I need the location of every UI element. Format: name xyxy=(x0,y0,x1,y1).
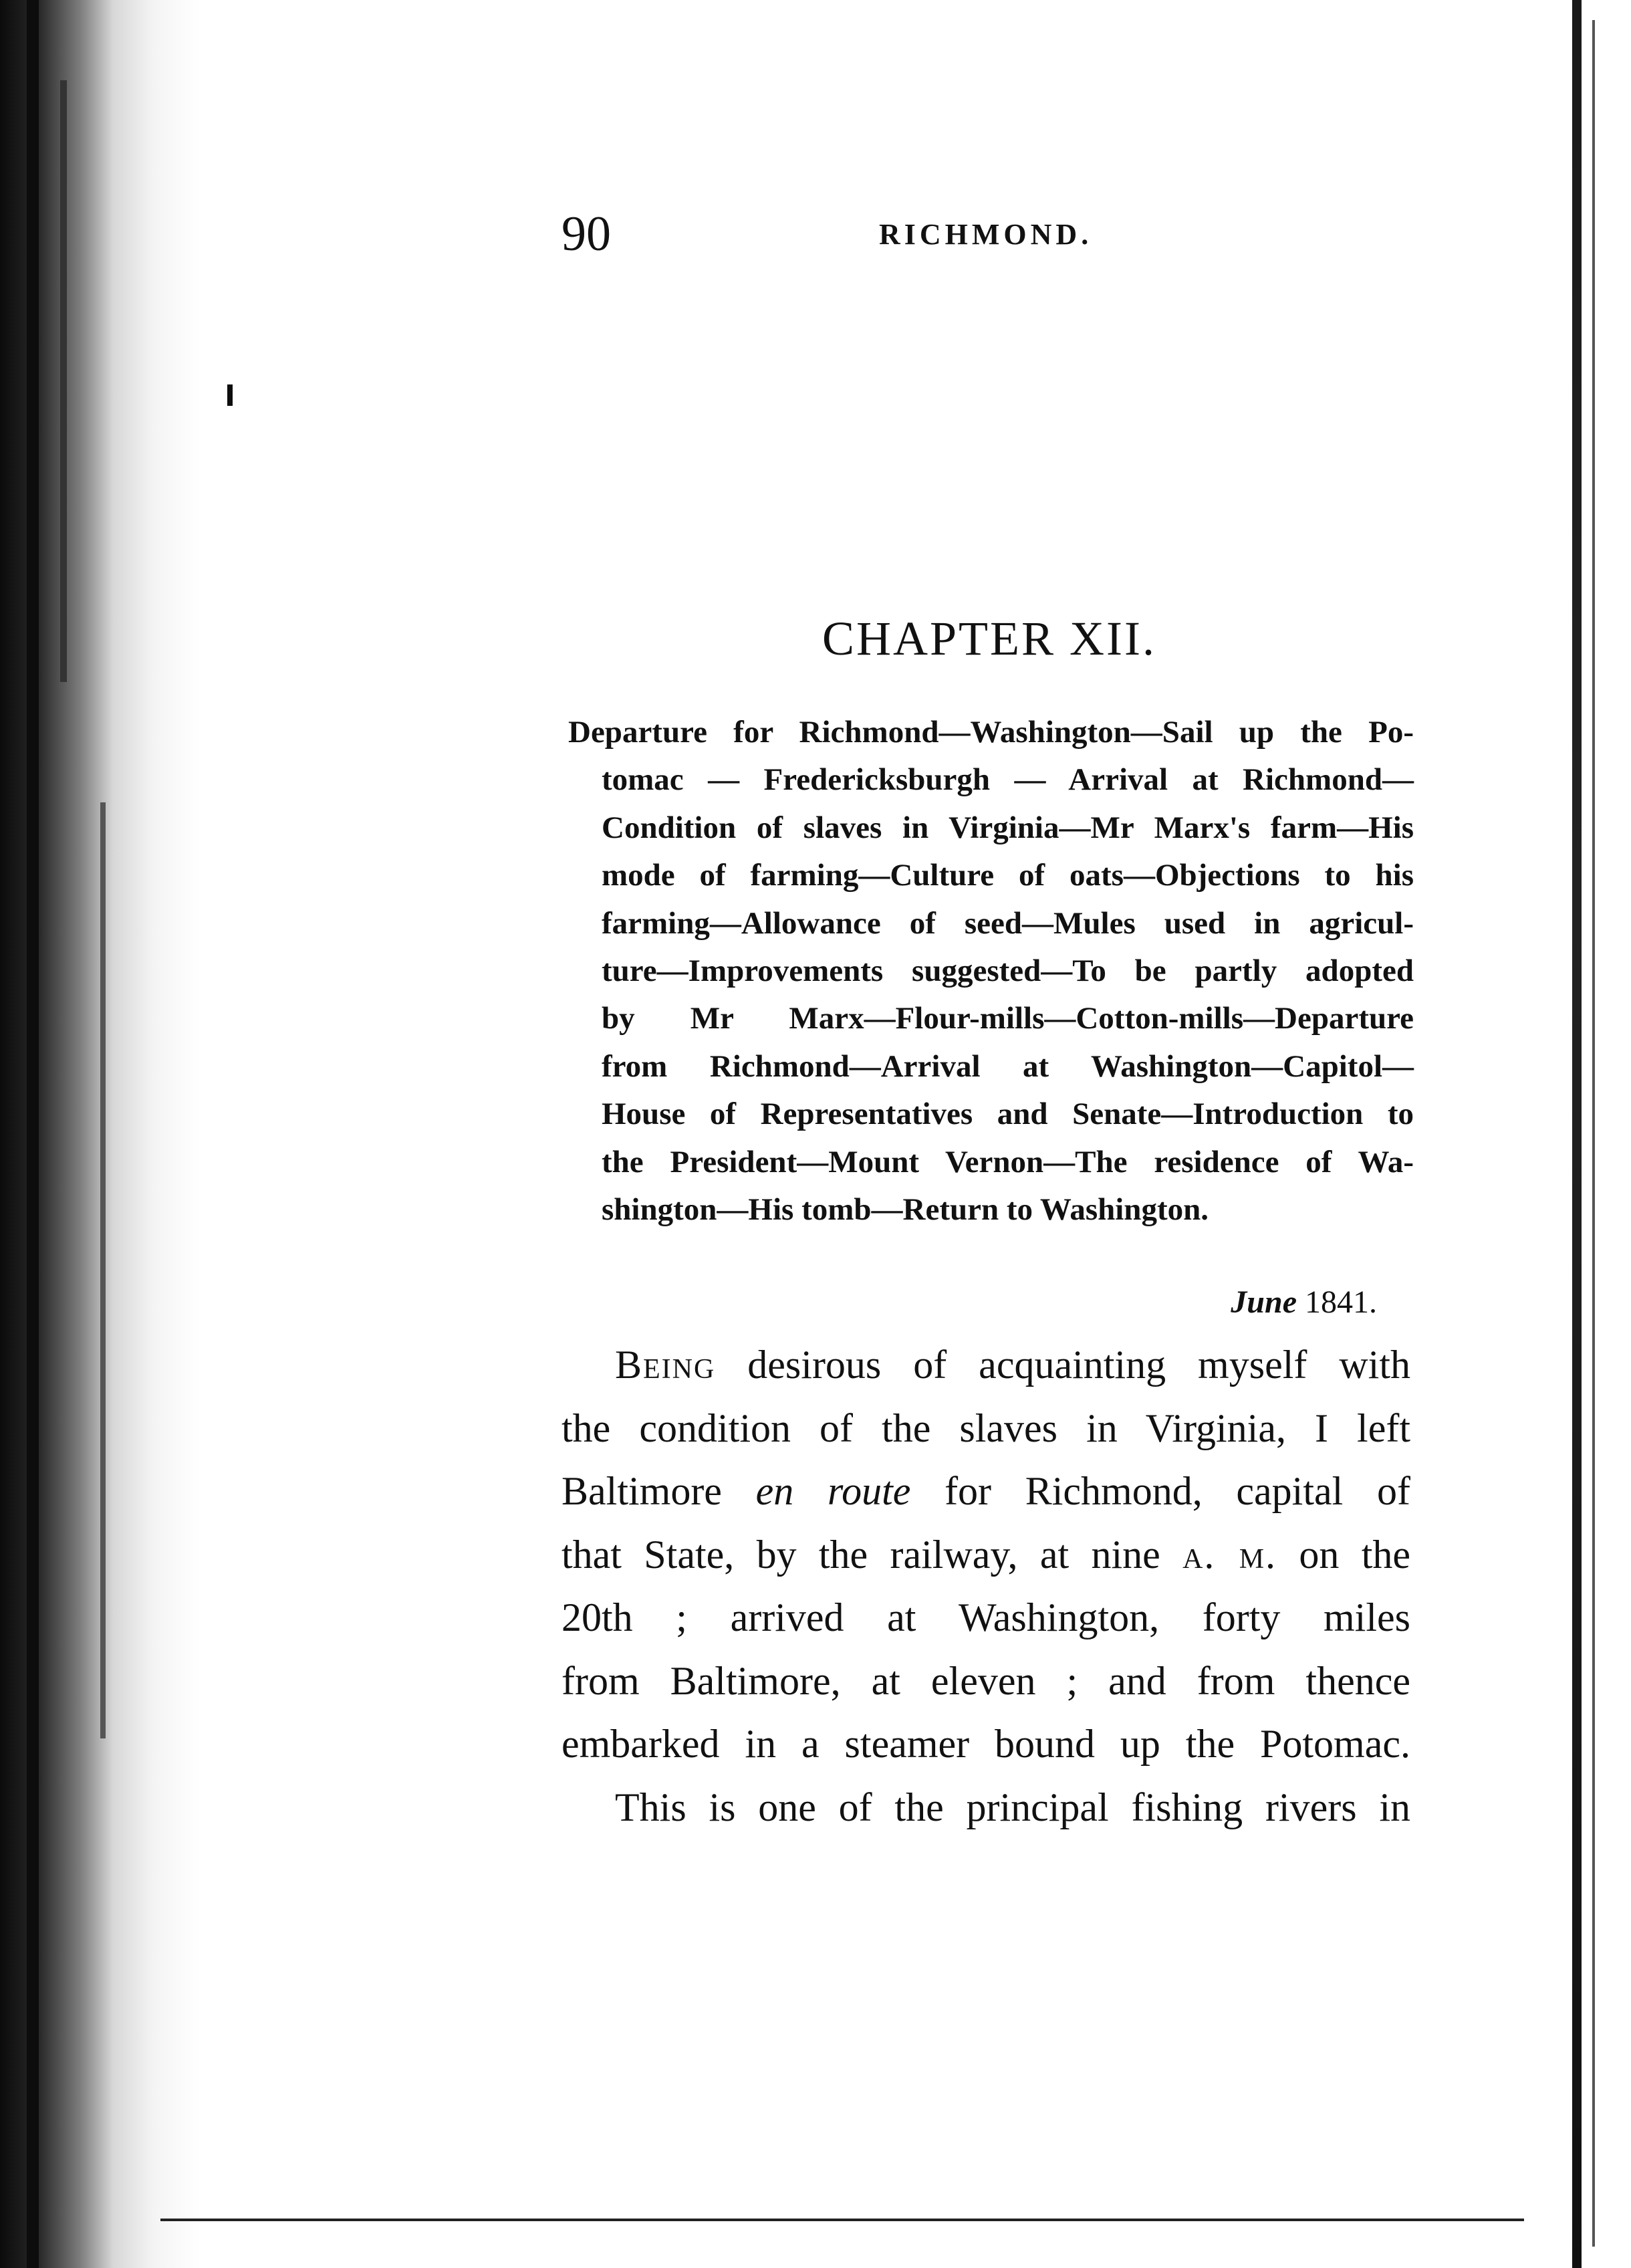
page-number: 90 xyxy=(561,207,611,261)
time-abbreviation: a. m. xyxy=(1182,1532,1277,1577)
synopsis-line: Departure for Richmond—Washington—Sail up the Po- xyxy=(568,715,1414,750)
synopsis-line: ture—Improvements suggested—To be partly adopted xyxy=(602,953,1414,989)
synopsis-line: the President—Mount Vernon—The residence of Wa- xyxy=(602,1144,1414,1179)
synopsis-line: Condition of slaves in Virginia—Mr Marx's farm—His xyxy=(602,810,1414,845)
line-text: Baltimore xyxy=(561,1469,756,1513)
dateline-year: 1841. xyxy=(1305,1284,1377,1320)
paragraph-line: 20th ; arrived at Washington, forty miles xyxy=(561,1595,1410,1639)
page-edge-shadow xyxy=(1592,20,1595,2247)
paragraph-line xyxy=(561,1333,1410,1397)
paragraph-line xyxy=(561,1460,1410,1523)
running-head xyxy=(561,201,1417,267)
synopsis-line: mode of farming—Culture of oats—Objections to his xyxy=(602,858,1414,893)
line-text: that State, by the railway, at nine xyxy=(561,1532,1183,1577)
opening-word: Being xyxy=(615,1343,716,1387)
italic-phrase: en route xyxy=(755,1469,911,1513)
synopsis-line: shington—His tomb—Return to Washington. xyxy=(602,1192,1209,1228)
chapter-heading: CHAPTER XII. xyxy=(822,612,1156,665)
page-edge-rule xyxy=(1572,0,1582,2268)
line-text: desirous of acquainting myself with xyxy=(715,1343,1410,1387)
paragraph-line: from Baltimore, at eleven ; and from thence xyxy=(561,1658,1410,1703)
running-title: RICHMOND. xyxy=(879,218,1093,251)
synopsis-line: House of Representatives and Senate—Introduction to xyxy=(602,1097,1414,1132)
synopsis-line: by Mr Marx—Flour-mills—Cotton-mills—Departure xyxy=(602,1001,1414,1036)
page-bottom-edge xyxy=(160,2219,1524,2221)
dateline xyxy=(936,1276,1377,1329)
line-text: on the xyxy=(1277,1532,1410,1577)
dateline-month: June xyxy=(1231,1284,1297,1320)
synopsis-line: from Richmond—Arrival at Washington—Capitol— xyxy=(602,1048,1414,1084)
paragraph-line xyxy=(561,1523,1410,1587)
body-text xyxy=(561,1333,1410,1839)
synopsis-line: tomac — Fredericksburgh — Arrival at Richmond— xyxy=(602,762,1414,798)
chapter-synopsis xyxy=(568,709,1414,1234)
paragraph-line: This is one of the principal fishing rivers in xyxy=(615,1785,1410,1829)
scanned-page-edge-right xyxy=(1531,0,1631,2268)
scanned-page-edge-left xyxy=(0,0,221,2268)
line-text: for Richmond, capital of xyxy=(910,1469,1410,1513)
paragraph-line: the condition of the slaves in Virginia, I left xyxy=(561,1405,1410,1450)
paragraph-line: embarked in a steamer bound up the Potomac. xyxy=(561,1722,1410,1766)
synopsis-line: farming—Allowance of seed—Mules used in agricul- xyxy=(602,905,1414,941)
